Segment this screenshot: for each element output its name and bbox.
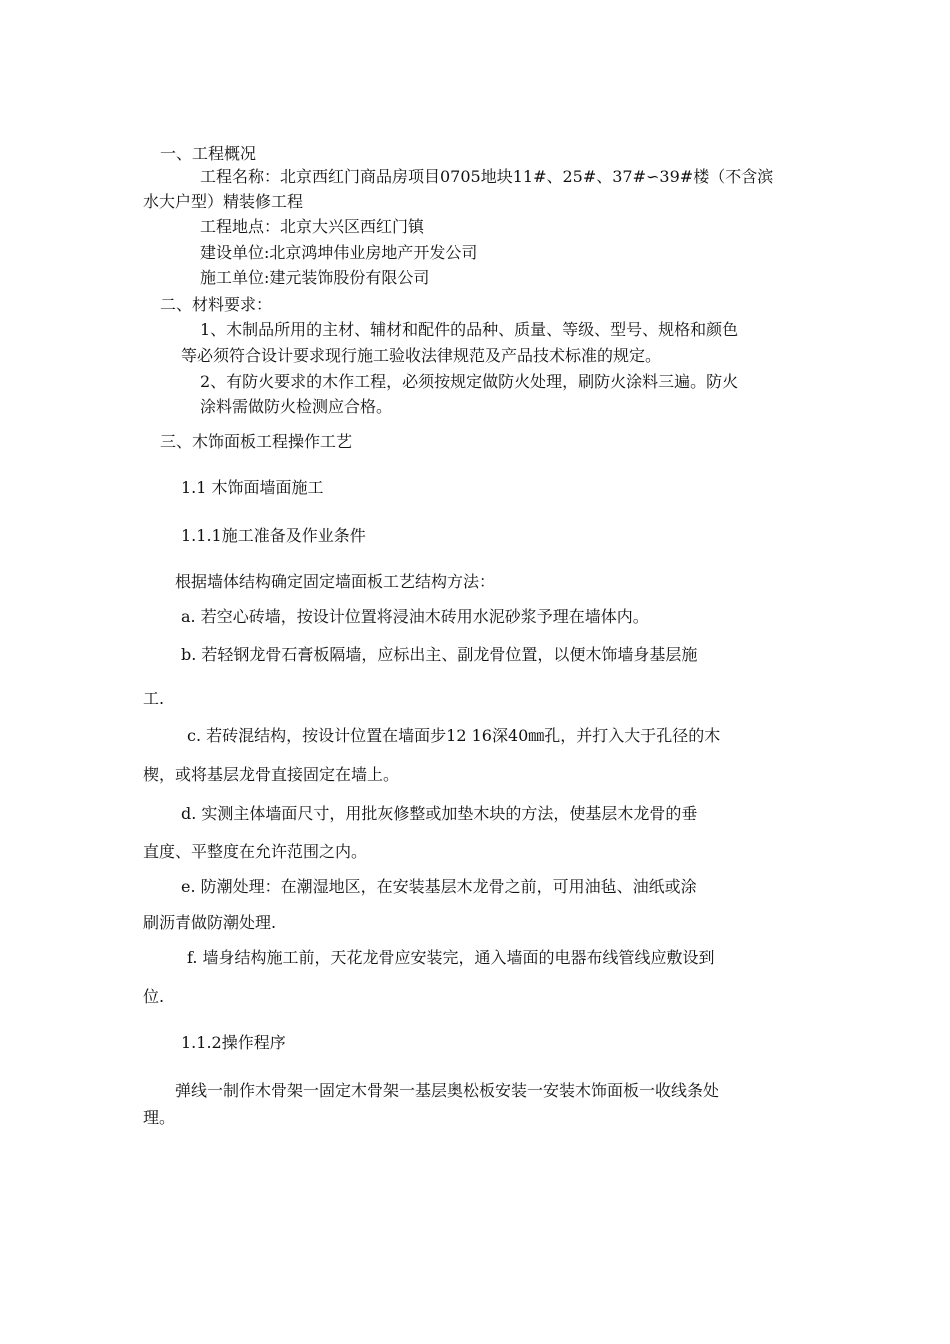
method-b-line-2: 工. xyxy=(143,689,165,708)
materials-item-2-line-1: 2、有防火要求的木作工程，必须按规定做防火处理，刷防火涂料三遍。防火 xyxy=(200,372,739,391)
method-d-line-1: d. 实测主体墙面尺寸，用批灰修整或加垫木块的方法，使基层木龙骨的垂 xyxy=(181,804,698,823)
project-name-line-2: 水大户型）精装修工程 xyxy=(143,192,304,211)
method-f-line-2: 位. xyxy=(143,987,165,1006)
method-e-line-2: 刷沥青做防潮处理. xyxy=(143,913,277,932)
method-c-line-2: 楔，或将基层龙骨直接固定在墙上。 xyxy=(143,765,400,784)
subsection-1-1: 1.1 木饰面墙面施工 xyxy=(181,478,324,497)
section-heading-overview: 一、工程概况 xyxy=(160,144,257,163)
method-a: a. 若空心砖墙，按设计位置将浸油木砖用水泥砂浆予理在墙体内。 xyxy=(181,607,649,626)
materials-item-1-line-2: 等必须符合设计要求现行施工验收法律规范及产品技术标准的规定。 xyxy=(181,346,662,365)
method-e-line-1: e. 防潮处理：在潮湿地区，在安装基层木龙骨之前，可用油毡、油纸或涂 xyxy=(181,877,697,896)
section-heading-materials: 二、材料要求： xyxy=(160,295,273,314)
method-intro: 根据墙体结构确定固定墙面板工艺结构方法： xyxy=(175,572,496,591)
materials-item-2-line-2: 涂料需做防火检测应合格。 xyxy=(200,397,393,416)
method-f-line-1: f. 墙身结构施工前，天花龙骨应安装完，通入墙面的电器布线管线应敷设到 xyxy=(187,948,715,967)
method-c-line-1: c. 若砖混结构，按设计位置在墙面步12 16深40㎜孔，并打入大于孔径的木 xyxy=(187,726,721,745)
project-client: 建设单位:北京鸿坤伟业房地产开发公司 xyxy=(200,243,478,262)
subsection-1-1-2: 1.1.2操作程序 xyxy=(181,1033,286,1052)
project-name-line-1: 工程名称：北京西红门商品房项目0705地块11#、25#、37#∽39#楼（不含滨 xyxy=(200,167,774,186)
section-heading-process: 三、木饰面板工程操作工艺 xyxy=(160,432,353,451)
subsection-1-1-1: 1.1.1施工准备及作业条件 xyxy=(181,526,366,545)
project-contractor: 施工单位:建元装饰股份有限公司 xyxy=(200,268,430,287)
method-d-line-2: 直度、平整度在允许范围之内。 xyxy=(143,842,368,861)
method-b-line-1: b. 若轻钢龙骨石膏板隔墙，应标出主、副龙骨位置，以便木饰墙身基层施 xyxy=(181,645,698,664)
procedure-line-2: 理。 xyxy=(143,1108,176,1127)
procedure-line-1: 弹线一制作木骨架一固定木骨架一基层奥松板安装一安装木饰面板一收线条处 xyxy=(175,1081,720,1100)
materials-item-1-line-1: 1、木制品所用的主材、辅材和配件的品种、质量、等级、型号、规格和颜色 xyxy=(200,320,739,339)
project-location: 工程地点：北京大兴区西红门镇 xyxy=(200,217,425,236)
